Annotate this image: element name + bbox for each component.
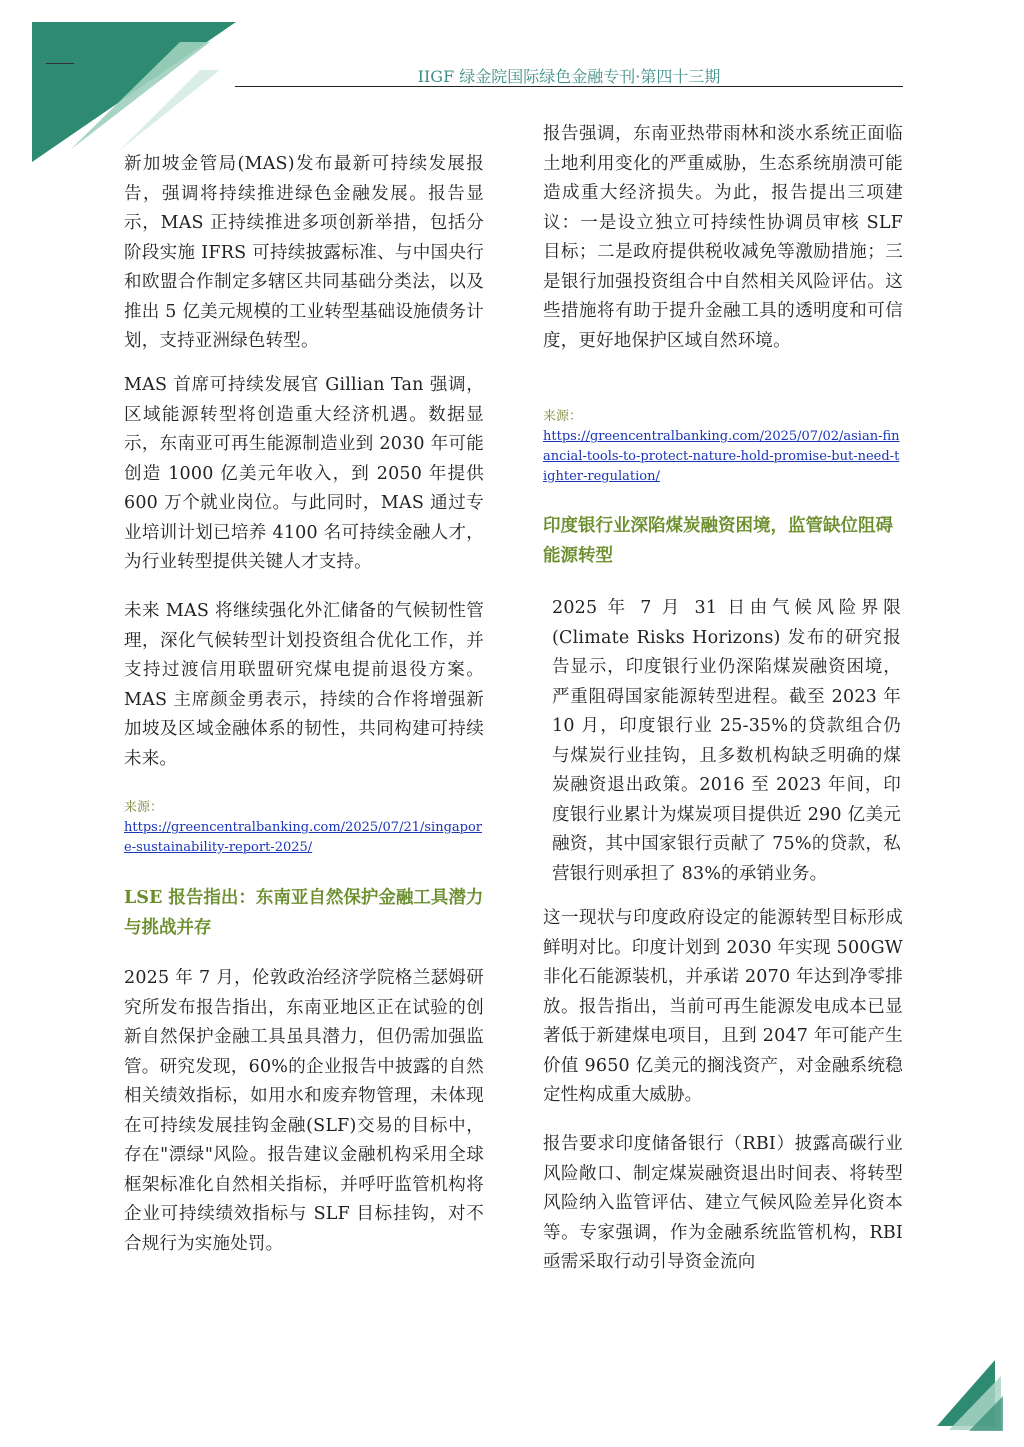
right-column-block-4 bbox=[543, 1130, 903, 1278]
left-source-label: 来源： bbox=[124, 800, 164, 815]
left-paragraph-1: 新加坡金管局(MAS)发布最新可持续发展报告，强调将持续推进绿色金融发展。报告显示，MAS 正持续推进多项创新举措，包括分阶段实施 IFRS 可持续披露标准、与中国央行和欧盟合作制定多辖区共同基础分类法，以及推出 5 亿美元规模的工业转型基础设施债务计划，支持亚洲绿色转型。 bbox=[124, 154, 484, 351]
left-source-block bbox=[124, 798, 484, 858]
left-column-block-4 bbox=[124, 964, 484, 1259]
right-paragraph-4: 报告要求印度储备银行（RBI）披露高碳行业风险敞口、制定煤炭融资退出时间表、将转型风险纳入监管评估、建立气候风险差异化资本等。专家强调，作为金融系统监管机构，RBI 亟需采取行动引导资金流向 bbox=[543, 1134, 903, 1272]
left-source-link[interactable]: https://greencentralbanking.com/2025/07/21/singapore-sustainability-report-2025/ bbox=[124, 820, 483, 855]
right-source-block bbox=[543, 407, 903, 487]
left-column-block-3 bbox=[124, 597, 484, 774]
right-column-block-2 bbox=[552, 594, 901, 889]
left-paragraph-4: 2025 年 7 月，伦敦政治经济学院格兰瑟姆研究所发布报告指出，东南亚地区正在试验的创新自然保护金融工具虽具潜力，但仍需加强监管。研究发现，60%的企业报告中披露的自然相关绩效指标，如用水和废弃物管理，未体现在可持续发展挂钩金融(SLF)交易的目标中，存在"漂绿"风险。报告建议金融机构采用全球框架标准化自然相关指标，并呼吁监管机构将企业可持续绩效指标与 SLF 目标挂钩，对不合规行为实施处罚。 bbox=[124, 968, 484, 1254]
left-paragraph-3: 未来 MAS 将继续强化外汇储备的气候韧性管理，深化气候转型计划投资组合优化工作，并支持过渡信用联盟研究煤电提前退役方案。MAS 主席颜金勇表示，持续的合作将增强新加坡及区域金融体系的韧性，共同构建可持续未来。 bbox=[124, 601, 484, 769]
right-source-link[interactable]: https://greencentralbanking.com/2025/07/02/asian-financial-tools-to-protect-nature-hold-promise-but-need-tighter-regulation/ bbox=[543, 429, 900, 484]
left-column bbox=[124, 150, 484, 357]
right-paragraph-2: 2025 年 7 月 31 日由气候风险界限(Climate Risks Horizons) 发布的研究报告显示，印度银行业仍深陷煤炭融资困境，严重阻碍国家能源转型进程。截至 2023 年 10 月，印度银行业 25-35%的贷款组合仍与煤炭行业挂钩，且多数机构缺乏明确的煤炭融资退出政策。2016 至 2023 年间，印度银行业累计为煤炭项目提供近 290 亿美元融资，其中国家银行贡献了 75%的贷款，私营银行则承担了 83%的承销业务。 bbox=[552, 598, 901, 884]
right-source-label: 来源： bbox=[543, 409, 583, 424]
right-heading-block bbox=[543, 512, 903, 571]
header-dash bbox=[46, 63, 74, 64]
page-header-title: IIGF 绿金院国际绿色金融专刊·第四十三期 bbox=[417, 67, 721, 86]
right-column-block-3 bbox=[543, 904, 903, 1111]
right-paragraph-3: 这一现状与印度政府设定的能源转型目标形成鲜明对比。印度计划到 2030 年实现 500GW 非化石能源装机，并承诺 2070 年达到净零排放。报告指出，当前可再生能源发电成本已显著低于新建煤电项目，且到 2047 年可能产生价值 9650 亿美元的搁浅资产，对金融系统稳定性构成重大威胁。 bbox=[543, 908, 903, 1105]
left-heading-block bbox=[124, 884, 484, 943]
right-section-heading: 印度银行业深陷煤炭融资困境，监管缺位阻碍能源转型 bbox=[543, 516, 893, 566]
left-paragraph-2: MAS 首席可持续发展官 Gillian Tan 强调，区域能源转型将创造重大经济机遇。数据显示，东南亚可再生能源制造业到 2030 年可能创造 1000 亿美元年收入，到 2050 年提供 600 万个就业岗位。与此同时，MAS 通过专业培训计划已培养 4100 名可持续金融人才，为行业转型提供关键人才支持。 bbox=[124, 375, 484, 572]
corner-decoration-bottom bbox=[935, 1356, 1005, 1431]
right-column-block-1 bbox=[543, 120, 903, 356]
left-section-heading: LSE 报告指出：东南亚自然保护金融工具潜力与挑战并存 bbox=[124, 888, 484, 938]
corner-decoration-top bbox=[0, 0, 240, 170]
left-column-block-2 bbox=[124, 371, 484, 578]
right-paragraph-1: 报告强调，东南亚热带雨林和淡水系统正面临土地利用变化的严重威胁，生态系统崩溃可能造成重大经济损失。为此，报告提出三项建议：一是设立独立可持续性协调员审核 SLF 目标；二是政府提供税收减免等激励措施；三是银行加强投资组合中自然相关风险评估。这些措施将有助于提升金融工具的透明度和可信度，更好地保护区域自然环境。 bbox=[543, 124, 903, 351]
header-rule bbox=[235, 86, 903, 87]
